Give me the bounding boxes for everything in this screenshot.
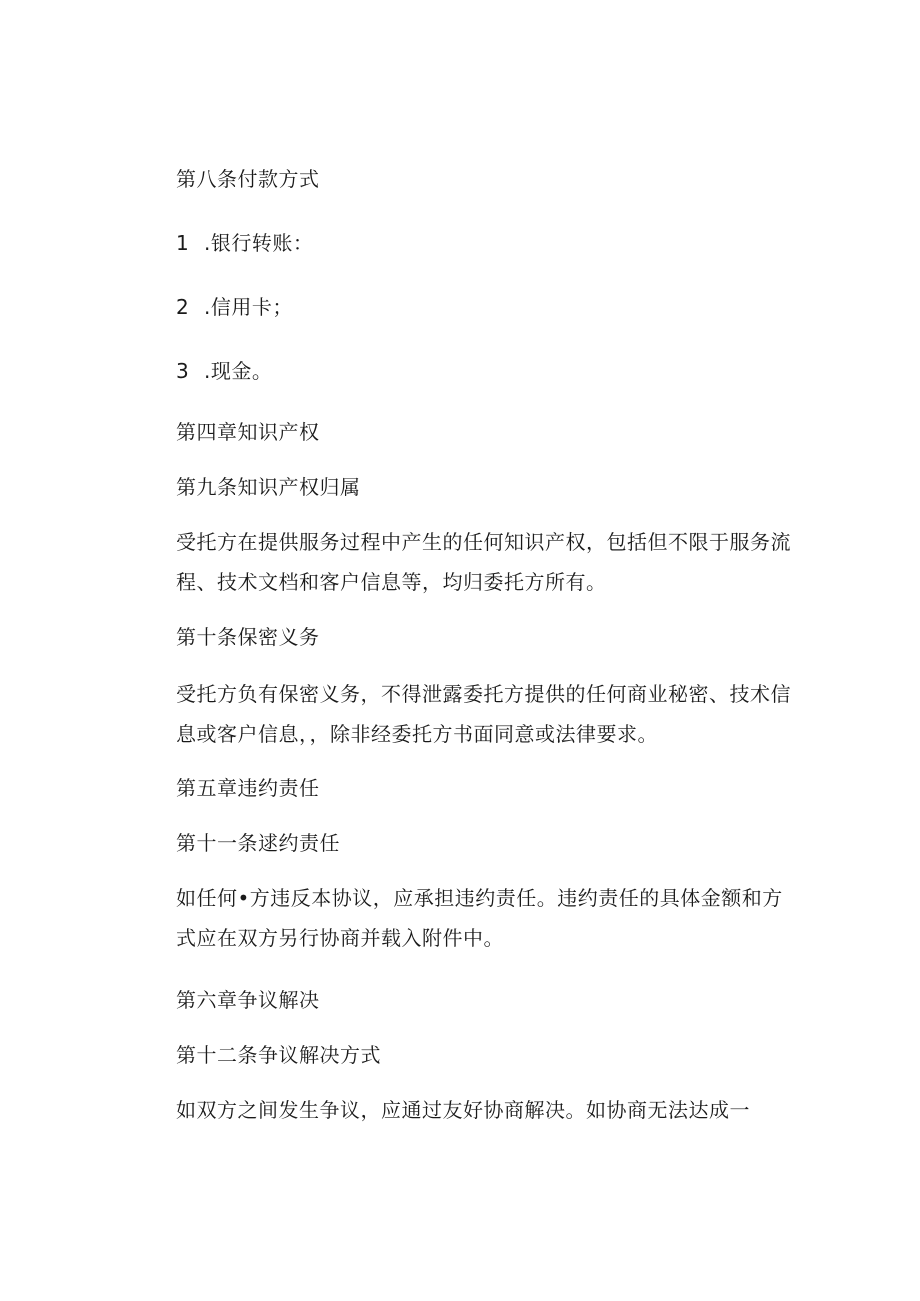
article-8-heading: 第八条付款方式 — [176, 167, 320, 191]
article-10-paragraph-line: 息或客户信息，，除非经委托方书面同意或法律要求。 — [176, 722, 658, 746]
list-item-text: .银行转账： — [204, 231, 314, 255]
list-item-text: .信用卡； — [204, 295, 293, 319]
list-item — [176, 231, 313, 255]
article-9-paragraph-line: 程、技术文档和客户信息等，均归委托方所有。 — [176, 570, 607, 594]
chapter-6-heading: 第六章争议解决 — [176, 988, 320, 1012]
article-10-heading: 第十条保密义务 — [176, 625, 320, 649]
list-item — [176, 359, 272, 383]
chapter-5-heading: 第五章违约责任 — [176, 776, 320, 800]
list-item — [176, 295, 293, 319]
list-item-number: 1 — [176, 231, 190, 255]
article-9-heading: 第九条知识产权归属 — [176, 475, 361, 499]
article-12-paragraph-line: 如双方之间发生争议，应通过友好协商解决。如协商无法达成一 — [176, 1098, 750, 1122]
article-11-heading: 第十一条逑约责任 — [176, 831, 340, 855]
article-11-paragraph-line: 如任何•方违反本协议，应承担违约责任。违约责任的具体金额和方 — [176, 886, 783, 910]
article-12-heading: 第十二条争议解决方式 — [176, 1043, 381, 1067]
article-9-paragraph-line: 受托方在提供服务过程中产生的任何知识产权，包括但不限于服务流 — [176, 530, 791, 554]
article-10-paragraph-line: 受托方负有保密义务，不得泄露委托方提供的任何商业秘密、技术信 — [176, 682, 791, 706]
chapter-4-heading: 第四章知识产权 — [176, 420, 320, 444]
list-item-text: .现金。 — [204, 359, 273, 383]
list-item-number: 3 — [176, 359, 190, 383]
article-11-paragraph-line: 式应在双方另行协商并载入附件中。 — [176, 926, 504, 950]
list-item-number: 2 — [176, 295, 190, 319]
